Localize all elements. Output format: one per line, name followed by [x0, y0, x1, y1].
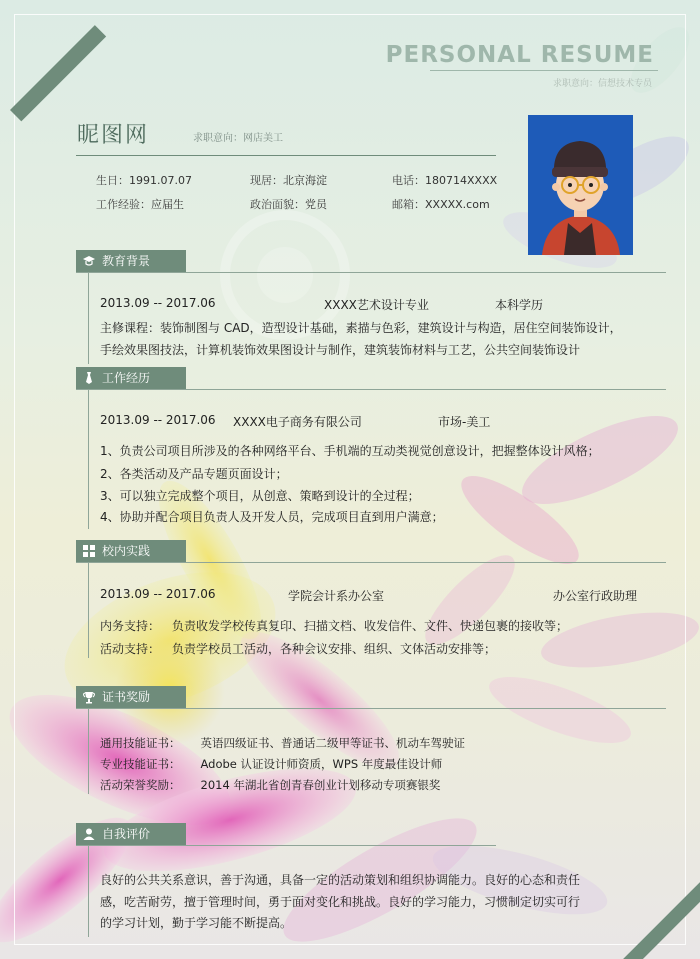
job-intent: 求职意向：网店美工	[193, 133, 283, 144]
section-header-self	[76, 823, 186, 845]
award-value: 英语四级证书、普通话二级甲等证书、机动车驾驶证	[200, 736, 465, 750]
residence-value: 北京海淀	[283, 174, 327, 187]
residence-label: 现居：	[250, 174, 283, 187]
work-vertical-line	[88, 389, 89, 529]
section-header-campus	[76, 540, 186, 562]
campus-duty-2	[100, 640, 496, 657]
campus-duty-text: 负责收发学校传真复印、扫描文档、收发信件、文件、快递包裹的接收等；	[172, 619, 569, 633]
work-company: XXXX电子商务有限公司	[233, 415, 362, 429]
education-courses-line-1: 主修课程：装饰制图与 CAD，造型设计基础，素描与色彩，建筑设计与构造，居住空间装饰设计，	[100, 321, 622, 335]
birth-label: 生日：	[96, 174, 129, 187]
campus-role: 办公室行政助理	[553, 589, 638, 603]
section-title-awards: 证书奖励	[102, 690, 151, 704]
political-info	[250, 196, 327, 212]
phone-label: 电话：	[392, 174, 425, 187]
campus-vertical-line	[88, 562, 89, 658]
section-title-education: 教育背景	[102, 254, 151, 268]
self-eval-line-2: 感，吃苦耐劳，擅于管理时间，勇于面对变化和挑战。良好的学习能力，习惯制定切实可行	[100, 895, 581, 909]
award-label: 专业技能证书：	[100, 757, 181, 771]
work-position: 市场-美工	[438, 415, 491, 429]
email-info	[392, 196, 490, 212]
education-major: XXXX艺术设计专业	[324, 298, 429, 312]
section-title-self: 自我评价	[102, 827, 151, 841]
section-header-education	[76, 250, 186, 272]
award-value: 2014 年湖北省创青春创业计划移动专项赛银奖	[200, 778, 441, 792]
campus-duty-label: 活动支持：	[100, 642, 161, 656]
section-title-work: 工作经历	[102, 371, 151, 385]
campus-org: 学院会计系办公室	[288, 589, 385, 603]
work-date: 2013.09 -- 2017.06	[100, 413, 216, 427]
awards-divider	[76, 708, 666, 709]
email-value: XXXXX.com	[425, 198, 490, 211]
experience-label: 工作经验：	[96, 198, 151, 211]
avatar	[528, 115, 633, 255]
award-row-2	[100, 756, 442, 772]
education-degree: 本科学历	[495, 298, 544, 312]
birth-info	[96, 172, 192, 188]
political-value: 党员	[305, 198, 327, 211]
section-header-awards	[76, 686, 186, 708]
phone-value: 180714XXXX	[425, 174, 498, 187]
campus-divider	[76, 562, 666, 563]
education-courses-line-2: 手绘效果图技法，计算机装饰效果图设计与制作，建筑装饰材料与工艺，公共空间装饰设计	[100, 343, 581, 357]
trophy-icon	[82, 690, 96, 704]
campus-duty-1	[100, 617, 568, 634]
tie-icon	[82, 371, 96, 385]
award-label: 活动荣誉奖励：	[100, 778, 181, 792]
resume-subtitle: 求职意向：信想技术专员	[553, 79, 653, 89]
political-label: 政治面貌：	[250, 198, 305, 211]
person-icon	[82, 827, 96, 841]
section-title-campus: 校内实践	[102, 544, 151, 558]
section-header-work	[76, 367, 186, 389]
cartoon-avatar-illustration	[528, 115, 633, 255]
graduation-cap-icon	[82, 254, 96, 268]
campus-duty-text: 负责学校员工活动，各种会议安排、组织、文体活动安排等；	[172, 642, 497, 656]
title-underline	[430, 70, 658, 71]
work-item: 4、协助并配合项目负责人及开发人员，完成项目直到用户满意；	[100, 510, 444, 524]
phone-info	[392, 172, 497, 188]
awards-vertical-line	[88, 708, 89, 794]
self-divider	[76, 845, 496, 846]
name-underline	[76, 155, 496, 156]
self-eval-line-3: 的学习计划，勤于学习能不断提高。	[100, 916, 293, 930]
grid-icon	[82, 544, 96, 558]
award-row-1	[100, 735, 465, 751]
work-item: 1、负责公司项目所涉及的各种网络平台、手机端的互动类视觉创意设计，把握整体设计风格；	[100, 444, 600, 458]
candidate-name: 昵图网	[77, 123, 150, 148]
award-label: 通用技能证书：	[100, 736, 181, 750]
education-date: 2013.09 -- 2017.06	[100, 296, 216, 310]
award-value: Adobe 认证设计师资质，WPS 年度最佳设计师	[200, 757, 443, 771]
campus-duty-label: 内务支持：	[100, 619, 161, 633]
work-divider	[76, 389, 666, 390]
residence-info	[250, 172, 327, 188]
campus-date: 2013.09 -- 2017.06	[100, 587, 216, 601]
email-label: 邮箱：	[392, 198, 425, 211]
experience-info	[96, 196, 184, 212]
work-item: 3、可以独立完成整个项目，从创意、策略到设计的全过程；	[100, 489, 420, 503]
self-eval-line-1: 良好的公共关系意识，善于沟通，具备一定的活动策划和组织协调能力。良好的心态和责任	[100, 873, 581, 887]
birth-value: 1991.07.07	[129, 174, 192, 187]
resume-title: PERSONAL RESUME	[385, 42, 654, 68]
self-vertical-line	[88, 845, 89, 937]
work-item: 2、各类活动及产品专题页面设计；	[100, 467, 288, 481]
education-divider	[76, 272, 666, 273]
award-row-3	[100, 777, 440, 793]
education-vertical-line	[88, 272, 89, 364]
experience-value: 应届生	[151, 198, 184, 211]
